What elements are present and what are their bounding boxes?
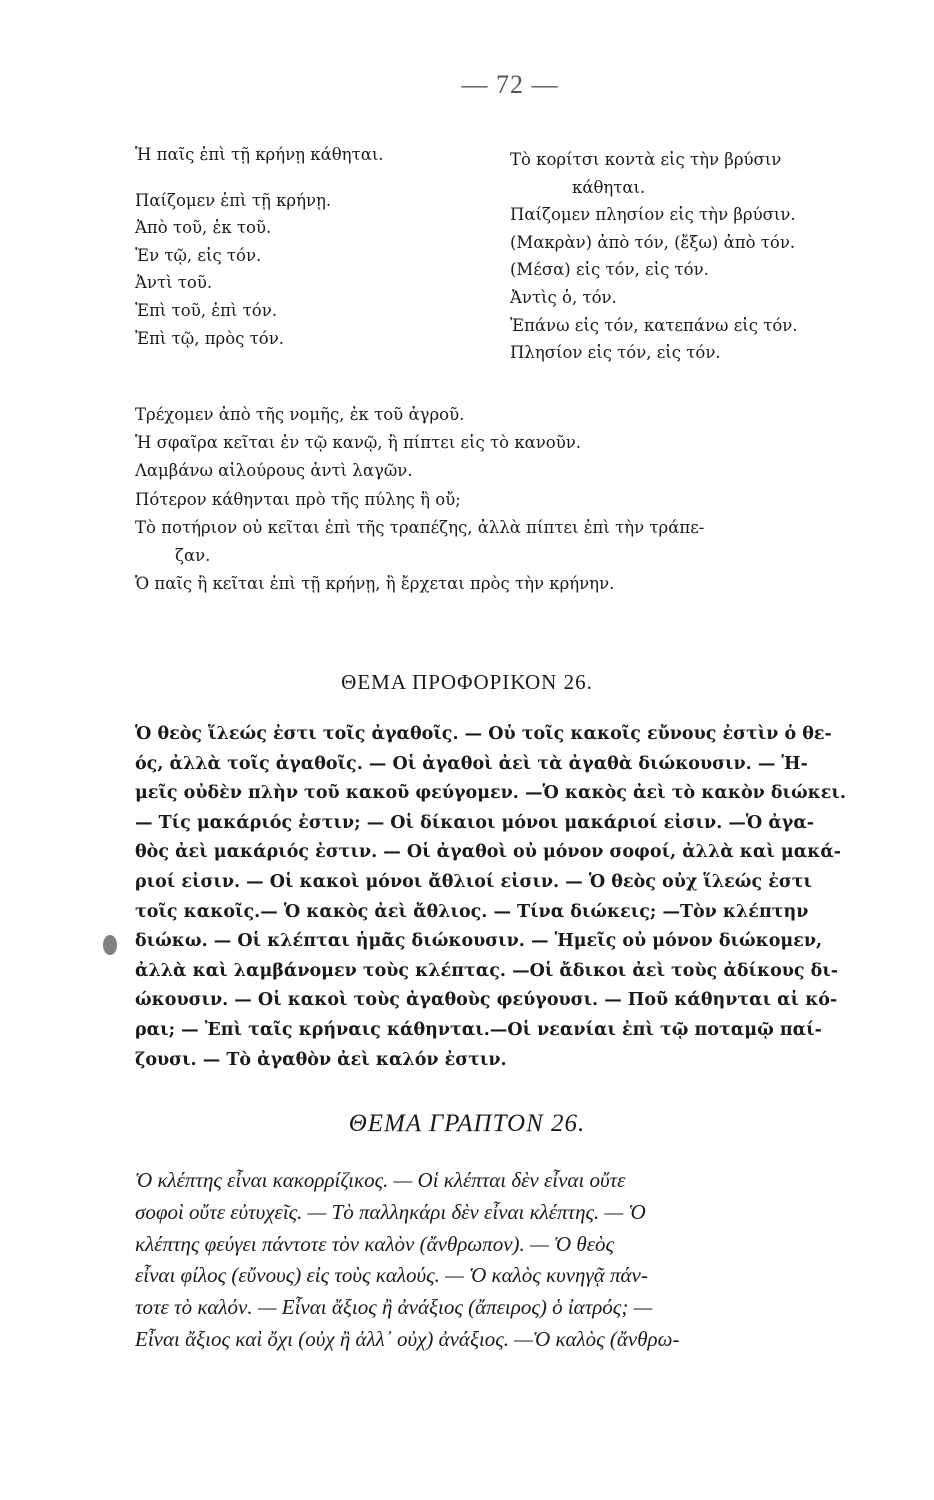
oral-line: θὸς ἀεὶ μακάριός ἐστιν. — Οἱ ἀγαθοὶ οὐ μόνον σοφοί, ἀλλὰ καὶ μακά- — [135, 842, 842, 863]
vocab-left-line: Ἐπὶ τοῦ, ἐπὶ τόν. — [135, 300, 277, 320]
oral-line: ός, ἀλλὰ τοῖς ἀγαθοῖς. — Οἱ ἀγαθοὶ ἀεὶ τὰ ἀγαθὰ διώκουσιν. — Ἡ- — [135, 753, 808, 774]
vocab-left-line: Παίζομεν ἐπὶ τῇ κρήνῃ. — [135, 190, 332, 210]
written-exercise-heading: ΘΕΜΑ ΓΡΑΠΤΟΝ 26. — [348, 1110, 586, 1137]
written-exercise-text — [135, 1165, 880, 1356]
vocab-left-spacer — [135, 169, 495, 187]
sentence-line: Πότερον κάθηνται πρὸ τῆς πύλης ἢ οὔ; — [135, 489, 461, 509]
oral-line: ραι; — Ἐπὶ ταῖς κρήναις κάθηνται.—Οἱ νεανίαι ἐπὶ τῷ ποταμῷ παί- — [135, 1019, 822, 1040]
vocab-left-line: Ἀπὸ τοῦ, ἐκ τοῦ. — [135, 218, 272, 238]
oral-line: ἀλλὰ καὶ λαμβάνομεν τοὺς κλέπτας. —Οἱ ἄδικοι ἀεὶ τοὺς ἀδίκους δι- — [135, 960, 839, 981]
vocab-right-line: Ἀντὶς ὁ, τόν. — [510, 287, 617, 307]
vocab-left-line: Ἐν τῷ, εἰς τόν. — [135, 245, 262, 265]
oral-line: τοῖς κακοῖς.— Ὁ κακὸς ἀεὶ ἄθλιος. — Τίνα διώκεις; —Τὸν κλέπτην — [135, 901, 809, 922]
sentence-line: Τρέχομεν ἀπὸ τῆς νομῆς, ἐκ τοῦ ἀγροῦ. — [135, 405, 465, 424]
written-line: Ὁ κλέπτης εἶναι κακορρίζικος. — Οἱ κλέπται δὲν εἶναι οὔτε — [135, 1168, 626, 1192]
sentence-line: ζαν. — [175, 546, 211, 566]
oral-line: ώκουσιν. — Οἱ κακοὶ τοὺς ἀγαθοὺς φεύγουσι. — Ποῦ κάθηνται αἱ κό- — [135, 990, 838, 1011]
oral-line: ριοί εἰσιν. — Οἱ κακοὶ μόνοι ἄθλιοί εἰσιν. — Ὁ θεὸς οὐχ ἵλεώς ἐστι — [135, 871, 813, 892]
sentence-line: Ἡ σφαῖρα κεῖται ἐν τῷ κανῷ, ἢ πίπτει εἰς τὸ κανοῦν. — [135, 433, 582, 453]
vocab-right-line: κάθηται. — [572, 177, 646, 197]
vocab-left-line: Ἡ παῖς ἐπὶ τῇ κρήνῃ κάθηται. — [135, 145, 384, 164]
vocab-left-column — [135, 141, 495, 352]
vocab-left-line: Ἐπὶ τῷ, πρὸς τόν. — [135, 328, 285, 348]
vocab-right-column — [510, 146, 890, 367]
vocab-right-line: (Μέσα) εἰς τόν, εἰς τόν. — [510, 260, 709, 280]
written-line: Εἶναι ἄξιος καὶ ὄχι (οὐχ ἢ ἀλλ᾽ οὐχ) ἀνάξιος. —Ὁ καλὸς (ἄνθρω- — [135, 1326, 680, 1351]
oral-exercise-heading: ΘΕΜΑ ΠΡΟΦΟΡΙΚΟΝ 26. — [341, 670, 593, 694]
vocab-right-line: Ἐπάνω εἰς τόν, κατεπάνω εἰς τόν. — [510, 315, 798, 335]
vocab-right-line: Παίζομεν πλησίον εἰς τὴν βρύσιν. — [510, 205, 796, 225]
sentence-line: Λαμβάνω αἰλούρους ἀντὶ λαγῶν. — [135, 461, 413, 481]
written-line: τοτε τὸ καλόν. — Εἶναι ἄξιος ἢ ἀνάξιος (ἄπειρος) ὁ ἰατρός; — — [135, 1295, 653, 1320]
vocab-left-line: Ἀντὶ τοῦ. — [135, 273, 213, 293]
oral-line: διώκω. — Οἱ κλέπται ἡμᾶς διώκουσιν. — Ἡμεῖς οὐ μόνον διώκομεν, — [135, 931, 823, 952]
written-line: εἶναι φίλος (εὔνους) εἰς τοὺς καλούς. — Ὁ καλὸς κυνηγᾷ πάν- — [135, 1263, 648, 1288]
written-line: σοφοὶ οὔτε εὐτυχεῖς. — Τὸ παλληκάρι δὲν εἶναι κλέπτης. — Ὁ — [135, 1199, 646, 1224]
oral-line: ζουσι. — Τὸ ἀγαθὸν ἀεὶ καλόν ἐστιν. — [135, 1049, 507, 1070]
vocab-right-line: Τὸ κορίτσι κοντὰ εἰς τὴν βρύσιν — [510, 150, 782, 169]
oral-line: Ὁ θεὸς ἵλεώς ἐστι τοῖς ἀγαθοῖς. — Οὐ τοῖς κακοῖς εὔνους ἐστὶν ὁ θε- — [135, 724, 832, 744]
example-sentences — [135, 401, 875, 598]
sentence-line: Ὁ παῖς ἢ κεῖται ἐπὶ τῇ κρήνῃ, ἢ ἔρχεται πρὸς τὴν κρήνην. — [135, 574, 615, 594]
oral-line: μεῖς οὐδὲν πλὴν τοῦ κακοῦ φεύγομεν. —Ὁ κακὸς ἀεὶ τὸ κακὸν διώκει. — [135, 783, 846, 804]
written-line: κλέπτης φεύγει πάντοτε τὸν καλὸν (ἄνθρωπον). — Ὁ θεὸς — [135, 1231, 615, 1256]
ink-blot — [103, 935, 117, 955]
page-number: — 72 — — [461, 70, 559, 99]
vocab-right-line: (Μακρὰν) ἀπὸ τόν, (ἔξω) ἀπὸ τόν. — [510, 232, 796, 252]
sentence-line: Τὸ ποτήριον οὐ κεῖται ἐπὶ τῆς τραπέζης, ἀλλὰ πίπτει ἐπὶ τὴν τράπε- — [135, 517, 705, 537]
vocab-right-line: Πλησίον εἰς τόν, εἰς τόν. — [510, 343, 721, 363]
oral-exercise-text — [135, 720, 880, 1075]
oral-line: — Τίς μακάριός ἐστιν; — Οἱ δίκαιοι μόνοι μακάριοί εἰσιν. —Ὁ ἀγα- — [135, 812, 815, 833]
